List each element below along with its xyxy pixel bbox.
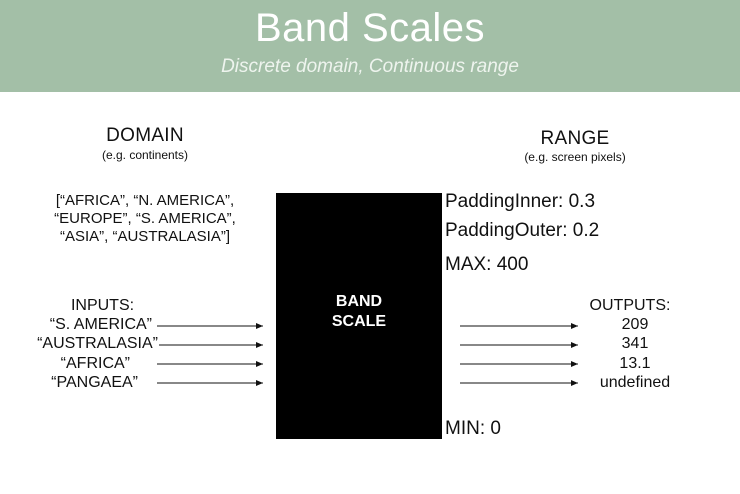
inputs-heading: INPUTS: — [70, 297, 135, 314]
band-scale-label-line2: SCALE — [331, 313, 387, 330]
range-note: (e.g. screen pixels) — [524, 150, 626, 164]
domain-list-line: “EUROPE”, “S. AMERICA”, — [54, 210, 236, 227]
domain-list-line: [“AFRICA”, “N. AMERICA”, — [55, 192, 235, 209]
page-subtitle: Discrete domain, Continuous range — [221, 56, 519, 77]
band-scale-label-line1: BAND — [335, 293, 383, 310]
domain-list-line: “ASIA”, “AUSTRALASIA”] — [59, 228, 231, 245]
domain-heading: DOMAIN — [106, 125, 184, 146]
range-heading: RANGE — [540, 128, 610, 149]
page-title: Band Scales — [254, 6, 486, 50]
input-item: “AUSTRALASIA” — [37, 335, 158, 352]
input-item: “S. AMERICA” — [49, 316, 152, 333]
output-item: 13.1 — [619, 355, 651, 372]
padding-outer: PaddingOuter: 0.2 — [445, 220, 600, 241]
output-item: undefined — [599, 374, 671, 391]
input-item: “AFRICA” — [60, 355, 130, 372]
output-item: 341 — [621, 335, 649, 352]
outputs-heading: OUTPUTS: — [589, 297, 671, 314]
range-min: MIN: 0 — [445, 418, 501, 439]
range-max: MAX: 400 — [445, 254, 529, 275]
output-item: 209 — [621, 316, 649, 333]
domain-note: (e.g. continents) — [101, 148, 189, 162]
padding-inner: PaddingInner: 0.3 — [445, 191, 596, 212]
input-item: “PANGAEA” — [51, 374, 138, 391]
